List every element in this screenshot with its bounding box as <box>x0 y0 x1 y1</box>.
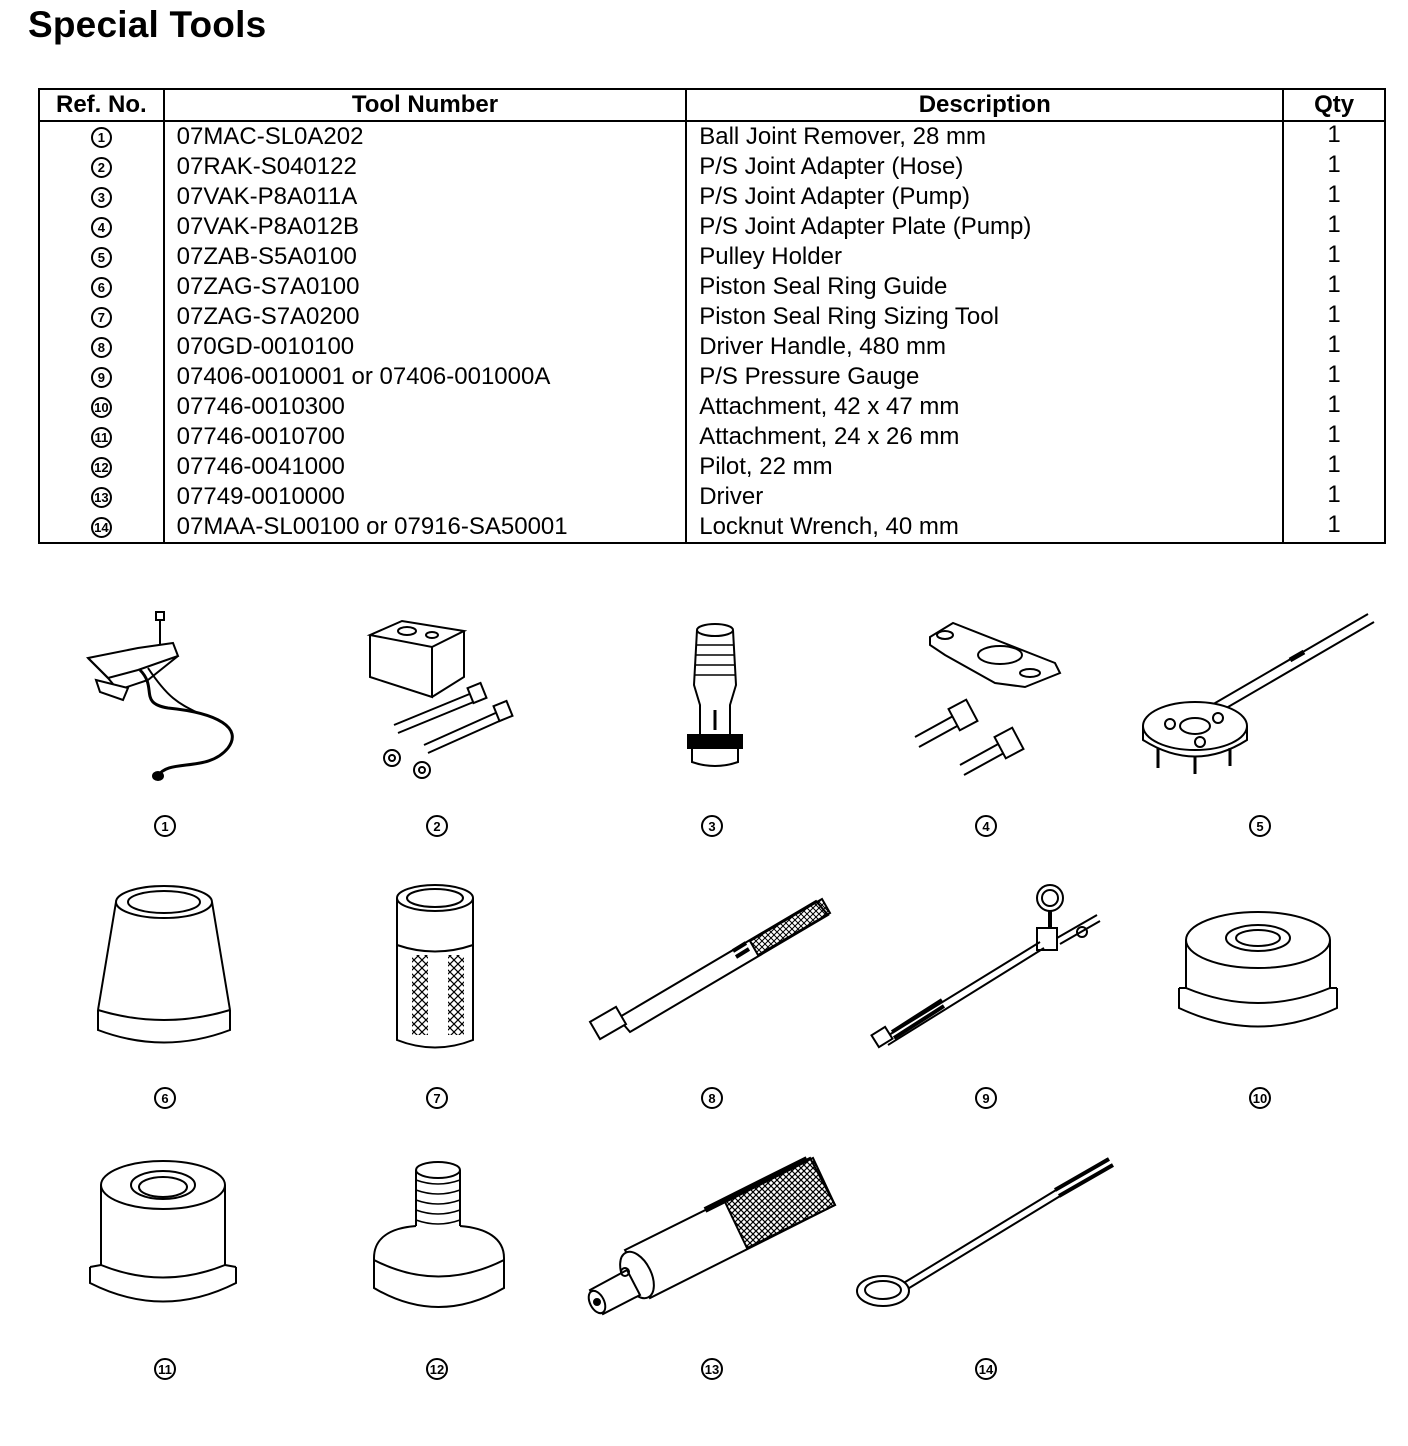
description-cell: P/S Joint Adapter (Pump) <box>686 182 1283 212</box>
table-row <box>39 482 1385 512</box>
ref-no-cell <box>39 422 164 452</box>
ref-no-cell <box>39 272 164 302</box>
figure-caption-number: 14 <box>975 1358 997 1380</box>
ref-number-badge: 4 <box>91 217 112 238</box>
ref-number-badge: 14 <box>91 517 112 538</box>
table-header-row <box>39 89 1385 121</box>
figure-pulley-holder <box>1140 608 1380 783</box>
ref-number-badge: 12 <box>91 457 112 478</box>
tool-number-cell: 07VAK-P8A011A <box>164 182 687 212</box>
figure-caption-number: 7 <box>426 1087 448 1109</box>
table-row <box>39 392 1385 422</box>
tool-number-cell: 07406-0010001 or 07406-001000A <box>164 362 687 392</box>
figure-caption <box>975 1087 997 1109</box>
figure-caption-number: 1 <box>154 815 176 837</box>
figure-caption <box>426 1087 448 1109</box>
description-cell: Piston Seal Ring Guide <box>686 272 1283 302</box>
header-qty: Qty <box>1283 89 1385 121</box>
ref-no-cell <box>39 242 164 272</box>
figure-caption <box>701 1087 723 1109</box>
figure-caption-number: 3 <box>701 815 723 837</box>
description-cell: Ball Joint Remover, 28 mm <box>686 121 1283 152</box>
figure-caption <box>701 815 723 837</box>
figure-caption <box>975 815 997 837</box>
header-description: Description <box>686 89 1283 121</box>
figure-piston-seal-ring-sizing-tool <box>390 880 485 1060</box>
tool-number-cell: 07VAK-P8A012B <box>164 212 687 242</box>
description-cell: Attachment, 24 x 26 mm <box>686 422 1283 452</box>
ref-no-cell <box>39 392 164 422</box>
figure-caption-number: 10 <box>1249 1087 1271 1109</box>
table-row <box>39 152 1385 182</box>
description-cell: P/S Joint Adapter (Hose) <box>686 152 1283 182</box>
table-row <box>39 332 1385 362</box>
tool-number-cell: 07ZAB-S5A0100 <box>164 242 687 272</box>
header-ref-no: Ref. No. <box>39 89 164 121</box>
tool-number-cell: 07749-0010000 <box>164 482 687 512</box>
ref-no-cell <box>39 152 164 182</box>
ref-number-badge: 1 <box>91 127 112 148</box>
description-cell: Pulley Holder <box>686 242 1283 272</box>
figure-caption <box>975 1358 997 1380</box>
ref-no-cell <box>39 332 164 362</box>
ref-no-cell <box>39 121 164 152</box>
description-cell: Locknut Wrench, 40 mm <box>686 512 1283 543</box>
tool-number-cell: 07ZAG-S7A0200 <box>164 302 687 332</box>
figure-caption <box>1249 1087 1271 1109</box>
figure-attachment-24x26 <box>85 1155 245 1330</box>
qty-cell: 1 <box>1283 332 1385 362</box>
figure-caption <box>154 1087 176 1109</box>
ref-no-cell <box>39 482 164 512</box>
figure-ps-pressure-gauge <box>872 880 1107 1055</box>
table-row <box>39 362 1385 392</box>
figure-ps-joint-adapter-hose <box>362 615 522 795</box>
ref-number-badge: 10 <box>91 397 112 418</box>
tool-number-cell: 070GD-0010100 <box>164 332 687 362</box>
tool-number-cell: 07746-0010700 <box>164 422 687 452</box>
description-cell: P/S Joint Adapter Plate (Pump) <box>686 212 1283 242</box>
figure-caption-number: 11 <box>154 1358 176 1380</box>
tool-number-cell: 07ZAG-S7A0100 <box>164 272 687 302</box>
ref-number-badge: 2 <box>91 157 112 178</box>
tool-number-cell: 07RAK-S040122 <box>164 152 687 182</box>
tool-number-cell: 07MAC-SL0A202 <box>164 121 687 152</box>
table-row <box>39 242 1385 272</box>
ref-number-badge: 5 <box>91 247 112 268</box>
figure-caption <box>426 815 448 837</box>
figure-caption-number: 2 <box>426 815 448 837</box>
description-cell: Attachment, 42 x 47 mm <box>686 392 1283 422</box>
description-cell: Pilot, 22 mm <box>686 452 1283 482</box>
figure-caption-number: 5 <box>1249 815 1271 837</box>
table-row <box>39 182 1385 212</box>
qty-cell: 1 <box>1283 182 1385 212</box>
figure-driver-handle <box>588 893 833 1043</box>
tool-number-cell: 07746-0010300 <box>164 392 687 422</box>
page-title: Special Tools <box>28 4 267 45</box>
ref-no-cell <box>39 512 164 543</box>
qty-cell: 1 <box>1283 512 1385 543</box>
qty-cell: 1 <box>1283 152 1385 182</box>
qty-cell: 1 <box>1283 392 1385 422</box>
figure-piston-seal-ring-guide <box>94 880 239 1060</box>
qty-cell: 1 <box>1283 362 1385 392</box>
description-cell: P/S Pressure Gauge <box>686 362 1283 392</box>
ref-number-badge: 7 <box>91 307 112 328</box>
ref-no-cell <box>39 212 164 242</box>
table-row <box>39 121 1385 152</box>
qty-cell: 1 <box>1283 242 1385 272</box>
description-cell: Driver <box>686 482 1283 512</box>
description-cell: Piston Seal Ring Sizing Tool <box>686 302 1283 332</box>
figure-caption <box>154 815 176 837</box>
ref-number-badge: 13 <box>91 487 112 508</box>
figure-caption-number: 6 <box>154 1087 176 1109</box>
ref-no-cell <box>39 452 164 482</box>
figure-caption-number: 4 <box>975 815 997 837</box>
ref-no-cell <box>39 182 164 212</box>
special-tools-table <box>38 88 1386 544</box>
figure-ps-joint-adapter-plate <box>905 615 1070 785</box>
qty-cell: 1 <box>1283 482 1385 512</box>
description-cell: Driver Handle, 480 mm <box>686 332 1283 362</box>
ref-number-badge: 9 <box>91 367 112 388</box>
ref-number-badge: 6 <box>91 277 112 298</box>
figure-attachment-42x47 <box>1175 900 1345 1055</box>
tool-number-cell: 07MAA-SL00100 or 07916-SA50001 <box>164 512 687 543</box>
ref-number-badge: 3 <box>91 187 112 208</box>
figure-caption <box>1249 815 1271 837</box>
table-row <box>39 212 1385 242</box>
figure-driver <box>585 1150 840 1320</box>
figure-caption-number: 12 <box>426 1358 448 1380</box>
figure-locknut-wrench <box>855 1155 1120 1320</box>
figure-caption-number: 8 <box>701 1087 723 1109</box>
table-row <box>39 422 1385 452</box>
tool-number-cell: 07746-0041000 <box>164 452 687 482</box>
table-row <box>39 512 1385 543</box>
qty-cell: 1 <box>1283 302 1385 332</box>
figure-ps-joint-adapter-pump <box>670 620 760 775</box>
qty-cell: 1 <box>1283 422 1385 452</box>
ref-number-badge: 11 <box>91 427 112 448</box>
figure-caption <box>426 1358 448 1380</box>
table-row <box>39 452 1385 482</box>
figure-caption-number: 9 <box>975 1087 997 1109</box>
qty-cell: 1 <box>1283 121 1385 152</box>
figure-caption <box>701 1358 723 1380</box>
qty-cell: 1 <box>1283 272 1385 302</box>
figure-ball-joint-remover <box>78 608 248 793</box>
qty-cell: 1 <box>1283 212 1385 242</box>
ref-number-badge: 8 <box>91 337 112 358</box>
ref-no-cell <box>39 362 164 392</box>
figure-pilot-22mm <box>370 1158 520 1333</box>
header-tool-number: Tool Number <box>164 89 687 121</box>
ref-no-cell <box>39 302 164 332</box>
table-row <box>39 302 1385 332</box>
figure-caption <box>154 1358 176 1380</box>
qty-cell: 1 <box>1283 452 1385 482</box>
table-row <box>39 272 1385 302</box>
figure-caption-number: 13 <box>701 1358 723 1380</box>
